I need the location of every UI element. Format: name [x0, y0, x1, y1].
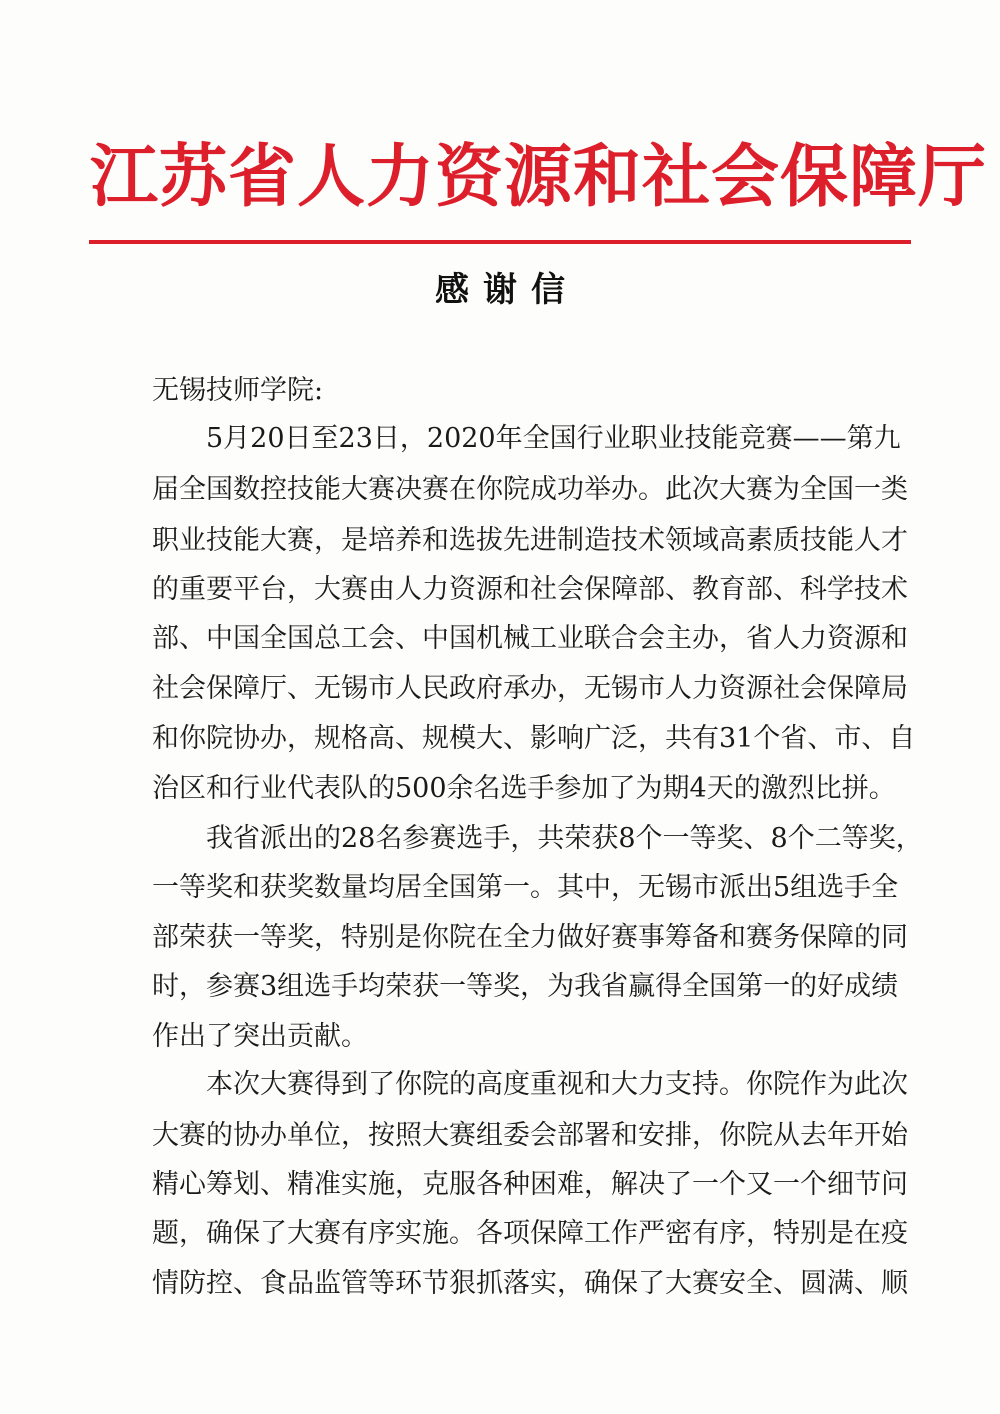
body-line: 时，参赛3组选手均荣获一等奖，为我省赢得全国第一的好成绩	[152, 971, 899, 1002]
body-line: 我省派出的28名参赛选手，共荣获8个一等奖、8个二等奖，	[206, 823, 923, 854]
body-line: 的重要平台，大赛由人力资源和社会保障部、教育部、科学技术	[152, 574, 908, 605]
letterhead-divider	[89, 240, 911, 244]
body-line: 社会保障厅、无锡市人民政府承办，无锡市人力资源社会保障局	[152, 673, 908, 704]
body-line: 作出了突出贡献。	[152, 1021, 368, 1052]
body-line: 职业技能大赛，是培养和选拔先进制造技术领域高素质技能人才	[152, 525, 908, 556]
body-line: 情防控、食品监管等环节狠抓落实，确保了大赛安全、圆满、顺	[152, 1268, 908, 1299]
body-line: 精心筹划、精准实施，克服各种困难，解决了一个又一个细节问	[152, 1169, 908, 1200]
body-line: 5月20日至23日，2020年全国行业职业技能竞赛——第九	[206, 423, 901, 454]
letter-title: 感谢信	[435, 270, 579, 310]
body-line: 届全国数控技能大赛决赛在你院成功举办。此次大赛为全国一类	[152, 474, 908, 505]
body-line: 一等奖和获奖数量均居全国第一。其中，无锡市派出5组选手全	[152, 872, 899, 903]
letterhead-title: 江苏省人力资源和社会保障厅	[90, 137, 988, 217]
body-line: 部荣获一等奖，特别是你院在全力做好赛事筹备和赛务保障的同	[152, 922, 908, 953]
body-line: 本次大赛得到了你院的高度重视和大力支持。你院作为此次	[206, 1069, 908, 1100]
body-line: 大赛的协办单位，按照大赛组委会部署和安排，你院从去年开始	[152, 1120, 908, 1151]
body-line: 治区和行业代表队的500余名选手参加了为期4天的激烈比拼。	[152, 773, 896, 804]
body-line: 和你院协办，规格高、规模大、影响广泛，共有31个省、市、自	[152, 723, 916, 754]
body-line: 题，确保了大赛有序实施。各项保障工作严密有序，特别是在疫	[152, 1218, 908, 1249]
body-line: 部、中国全国总工会、中国机械工业联合会主办，省人力资源和	[152, 623, 908, 654]
letter-salutation: 无锡技师学院:	[152, 375, 324, 406]
